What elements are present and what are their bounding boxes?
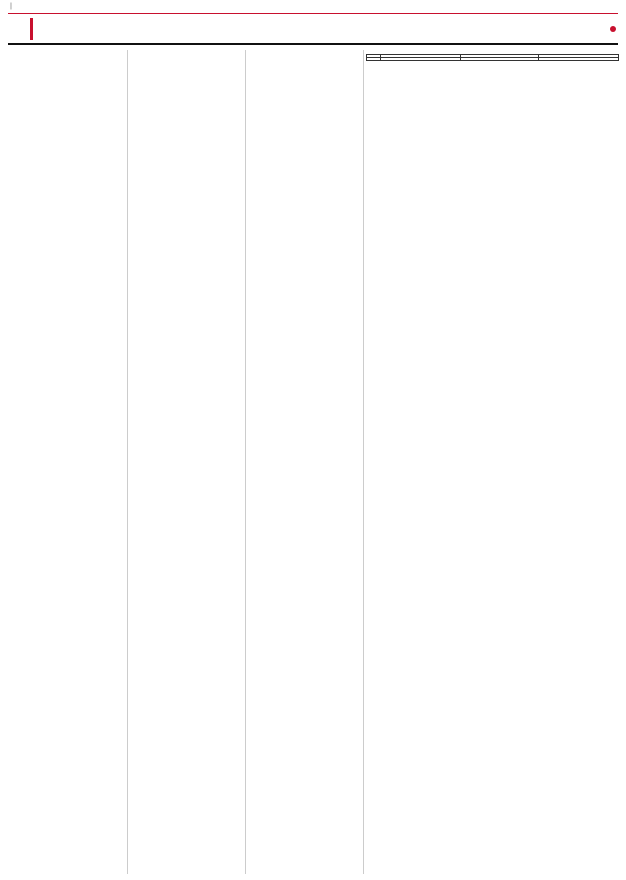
column-number — [539, 58, 619, 61]
contacts-section — [366, 765, 618, 875]
column-number — [461, 58, 539, 61]
column-divider — [363, 50, 364, 874]
boundaries-section — [366, 50, 618, 61]
top-red-rule — [8, 13, 618, 14]
site-logo[interactable] — [610, 23, 618, 35]
column-number — [367, 58, 381, 61]
header-rule — [8, 43, 618, 45]
masthead-line: | — [10, 3, 12, 10]
article-column-1 — [12, 50, 124, 874]
logo-dot-icon — [610, 26, 616, 32]
boundaries-table — [366, 54, 619, 61]
page-header — [8, 16, 618, 42]
column-number-row — [367, 58, 619, 61]
column-divider — [245, 50, 246, 874]
column-number — [381, 58, 461, 61]
article-column-2 — [130, 50, 242, 874]
page-number-accent — [30, 18, 33, 40]
article-column-3 — [248, 50, 360, 874]
column-divider — [127, 50, 128, 874]
